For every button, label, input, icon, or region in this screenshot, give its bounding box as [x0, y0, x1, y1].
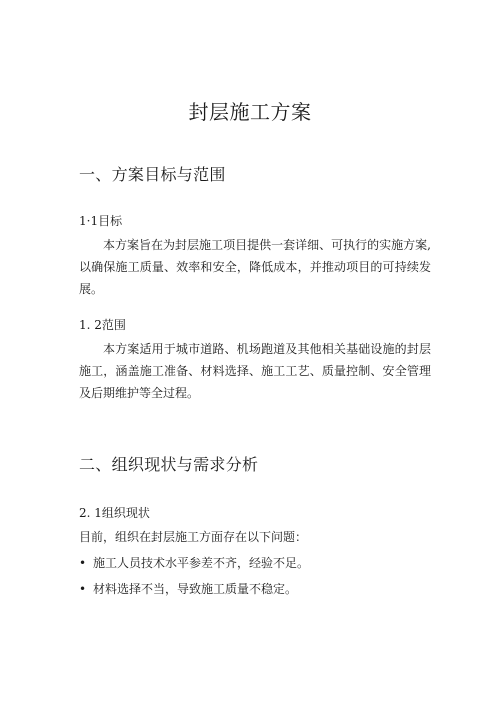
list-item	[79, 552, 309, 574]
list-item-text: 材料选择不当，导致施工质量不稳定。	[93, 582, 298, 596]
list-item-text: 施工人员技术水平参差不齐，经验不足。	[93, 556, 310, 570]
subsection-1-2-heading: 1. 2范围	[79, 318, 126, 332]
bullet-icon: •	[79, 582, 87, 596]
subsection-1-1-text: 本方案旨在为封层施工项目提供一套详细、可执行的实施方案,以确保施工质量、效率和安全，降低成本，并推动项目的可持续发展。	[79, 238, 431, 296]
document-title: 封层施工方案	[188, 100, 312, 124]
subsection-1-2-text: 本方案适用于城市道路、机场跑道及其他相关基础设施的封层施工，涵盖施工准备、材料选择、施工工艺、质量控制、安全管理及后期维护等全过程。	[79, 342, 431, 400]
list-item	[79, 578, 297, 600]
section-2-heading: 二、组织现状与需求分析	[79, 455, 259, 474]
subsection-2-1-intro: 目前，组织在封层施工方面存在以下问题：	[79, 530, 308, 544]
subsection-1-1-heading: 1·1目标	[79, 214, 123, 228]
bullet-icon: •	[79, 556, 87, 570]
section-1-heading: 一、方案目标与范围	[79, 165, 226, 184]
subsection-2-1-heading: 2. 1组织现状	[79, 506, 150, 520]
